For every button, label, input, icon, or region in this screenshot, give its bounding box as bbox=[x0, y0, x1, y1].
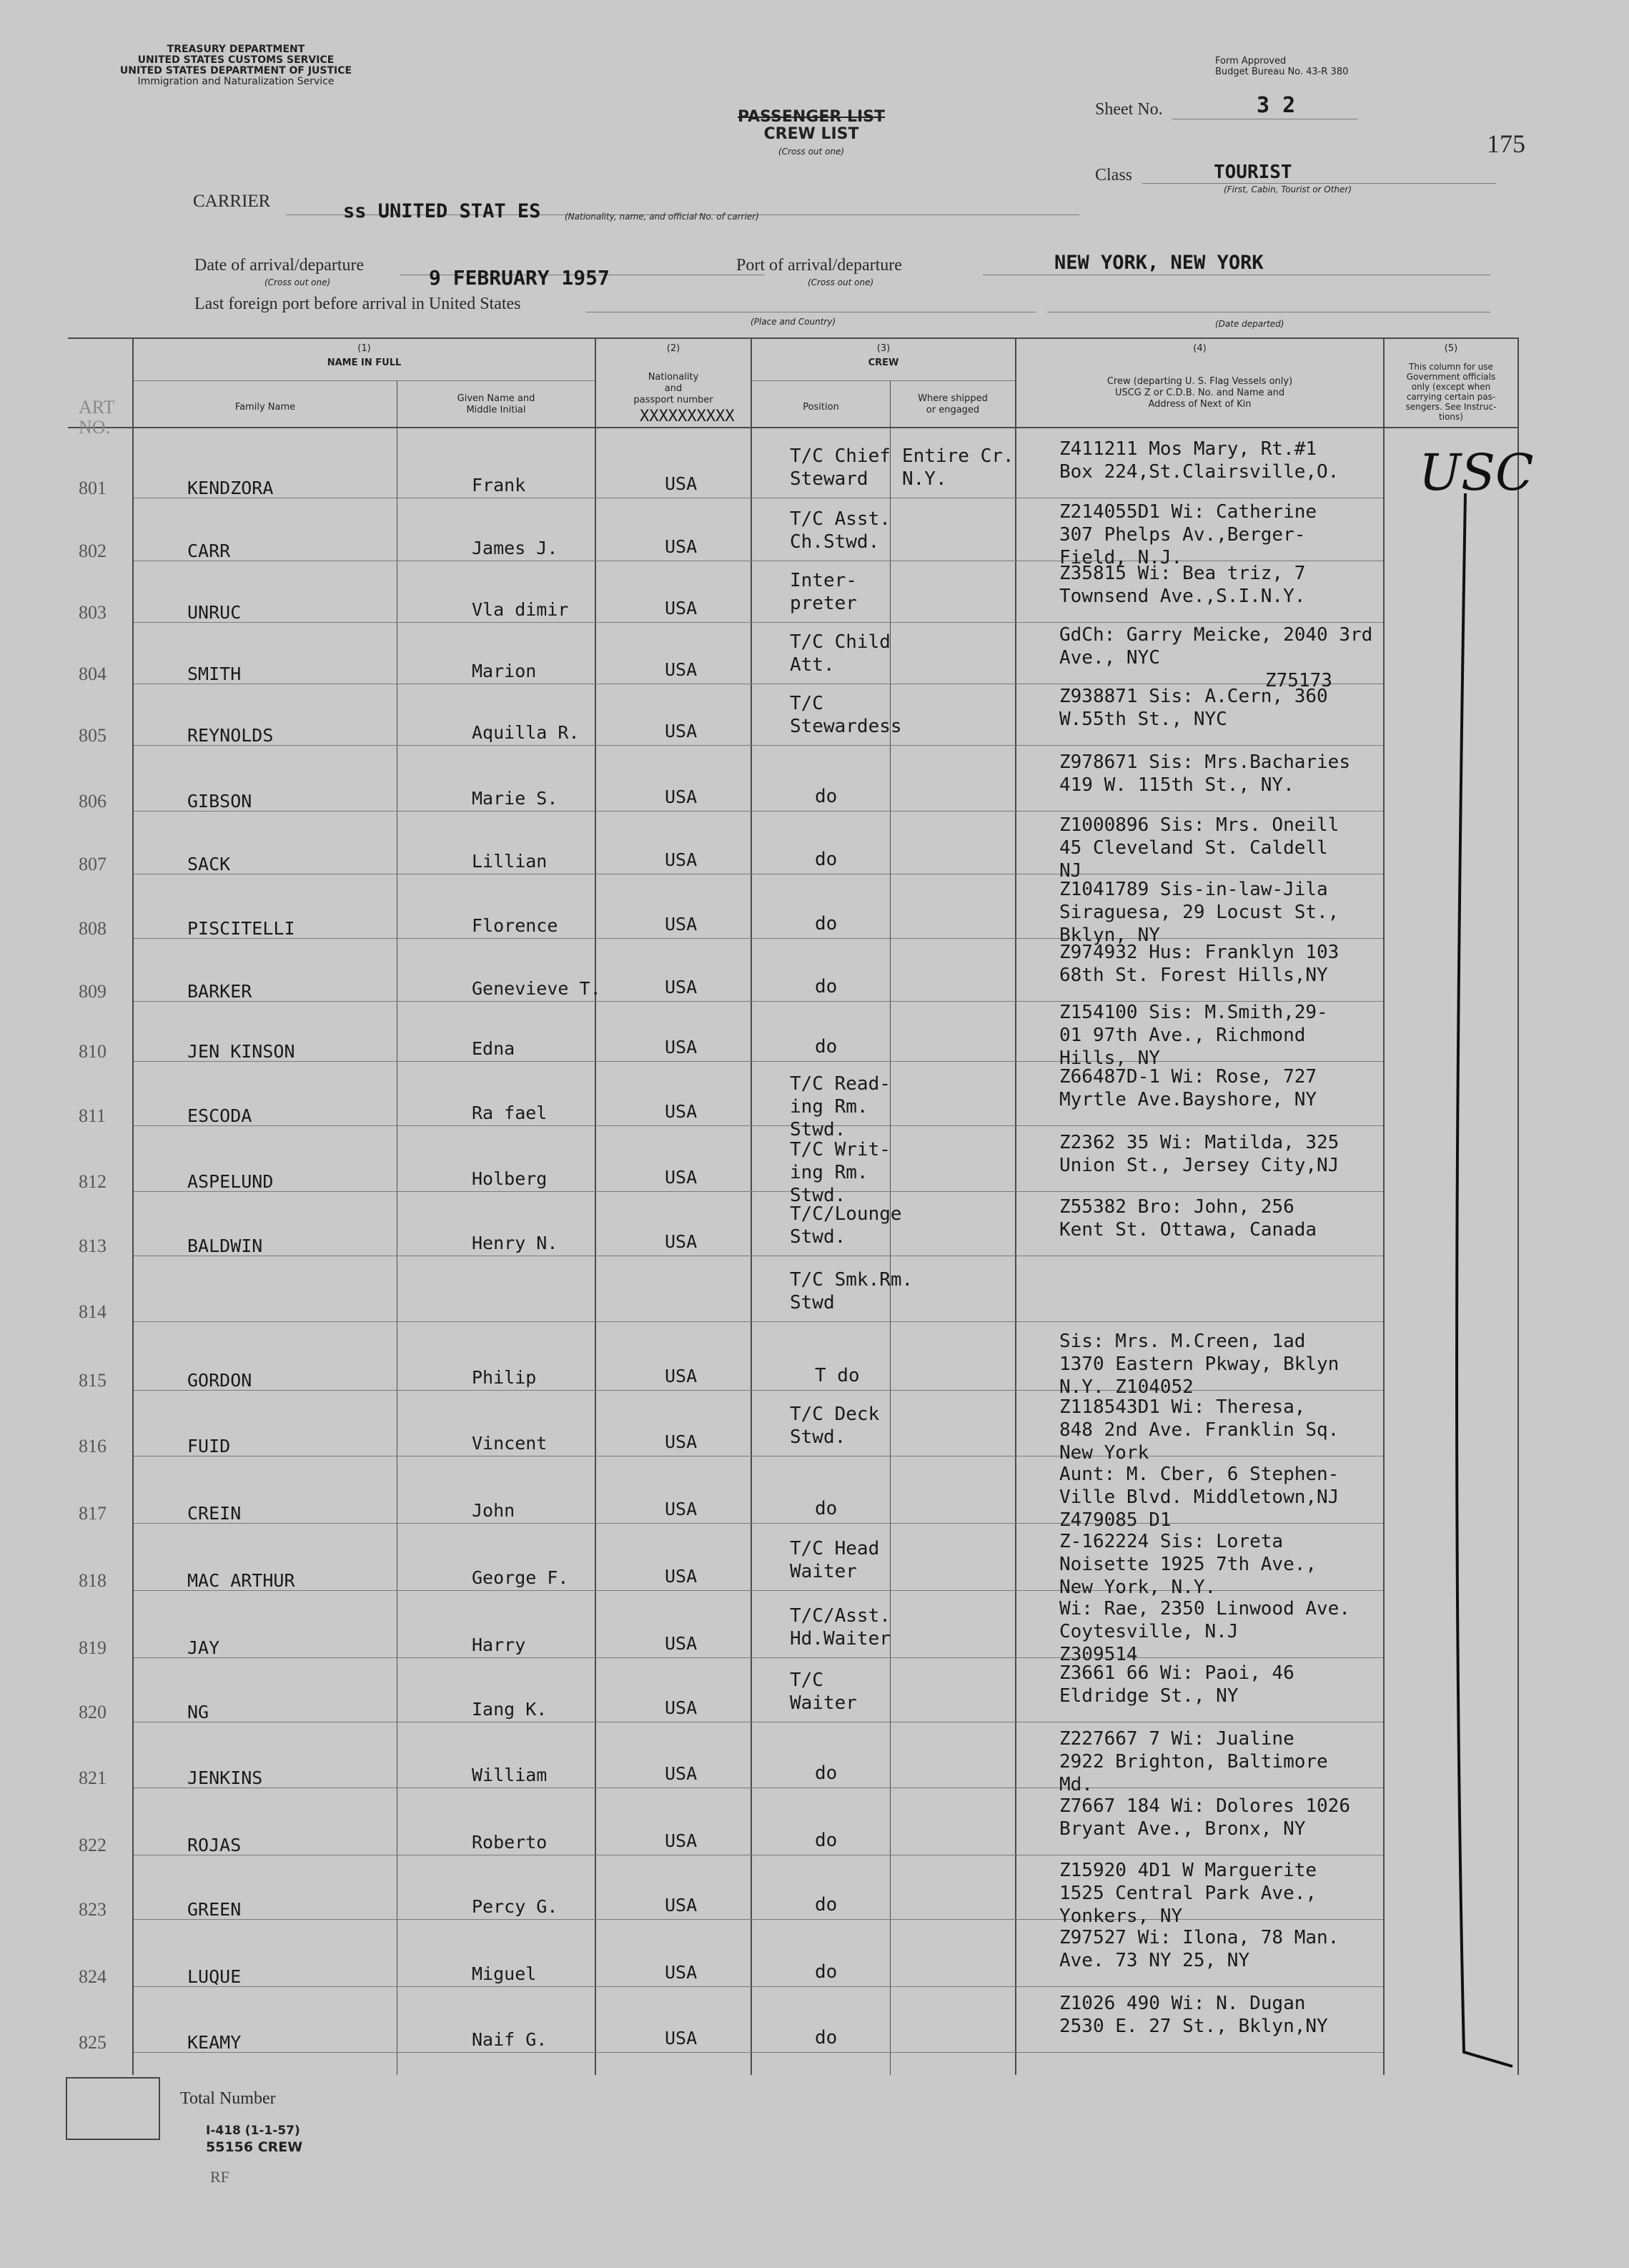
next-of-kin-line: Bklyn, NY bbox=[1059, 925, 1160, 946]
crew-position: T/C Deck bbox=[790, 1404, 880, 1425]
given-name-header: Given Name and Middle Initial bbox=[457, 393, 535, 415]
col-divider-crew bbox=[751, 337, 752, 2075]
crew-position: Steward bbox=[790, 468, 868, 490]
next-of-kin-line: 419 W. 115th St., NY. bbox=[1059, 774, 1294, 796]
date-label: Date of arrival/departure bbox=[194, 256, 365, 275]
next-of-kin-line: Z118543D1 Wi: Theresa, bbox=[1059, 1396, 1306, 1418]
row-number: 820 bbox=[79, 1702, 107, 1722]
given-name: Philip bbox=[472, 1367, 537, 1388]
family-name: SACK bbox=[187, 854, 231, 874]
usc-annotation: USC bbox=[1419, 443, 1534, 502]
col2-title: Nationality and passport number bbox=[633, 372, 713, 405]
next-of-kin-line: Ave. 73 NY 25, NY bbox=[1059, 1950, 1250, 1971]
crew-position: do bbox=[815, 1762, 838, 1784]
next-of-kin-line: New York bbox=[1059, 1442, 1149, 1464]
family-name: ROJAS bbox=[187, 1835, 242, 1855]
given-name: Holberg bbox=[472, 1168, 548, 1189]
given-name: John bbox=[472, 1500, 515, 1521]
col4-title: Crew (departing U. S. Flag Vessels only) USCG Z or C.D.B. No. and Name and Address of Next of Kin bbox=[1106, 376, 1293, 410]
crew-position: Stewardess bbox=[790, 716, 902, 737]
crew-position: do bbox=[815, 1036, 838, 1057]
row-number: 809 bbox=[79, 981, 107, 1002]
crew-position: do bbox=[815, 849, 838, 870]
class-value: TOURIST bbox=[1214, 162, 1292, 183]
next-of-kin-line: Z7667 184 Wi: Dolores 1026 bbox=[1059, 1795, 1350, 1817]
row-divider bbox=[134, 811, 1383, 812]
total-number-box bbox=[66, 2077, 160, 2140]
given-name: Vincent bbox=[472, 1433, 548, 1454]
position-header: Position bbox=[803, 402, 839, 413]
next-of-kin-line: Z1026 490 Wi: N. Dugan bbox=[1059, 1993, 1306, 2014]
form-approved-line-2: Budget Bureau No. 43-R 380 bbox=[1215, 66, 1349, 77]
given-name: Marie S. bbox=[472, 788, 558, 809]
table-top-border bbox=[68, 337, 1519, 339]
family-name: BALDWIN bbox=[187, 1236, 263, 1256]
col-divider-no bbox=[132, 337, 134, 2075]
crew-position: do bbox=[815, 1961, 838, 1983]
next-of-kin-line: Z3661 66 Wi: Paoi, 46 bbox=[1059, 1662, 1294, 1684]
given-name: Genevieve T. bbox=[472, 978, 601, 999]
crew-position: Stwd. bbox=[790, 1185, 846, 1206]
nationality: USA bbox=[665, 1167, 698, 1188]
next-of-kin-line: 2922 Brighton, Baltimore bbox=[1059, 1751, 1328, 1773]
family-name: KEAMY bbox=[187, 2032, 242, 2053]
family-name: KENDZORA bbox=[187, 478, 274, 498]
next-of-kin-line: Hills, NY bbox=[1059, 1047, 1160, 1069]
family-name-header: Family Name bbox=[234, 402, 296, 413]
row-divider bbox=[134, 1191, 1383, 1192]
row-number: 805 bbox=[79, 725, 107, 746]
next-of-kin-line: Z227667 7 Wi: Jualine bbox=[1059, 1728, 1294, 1750]
family-name: LUQUE bbox=[187, 1966, 242, 1987]
next-of-kin-line: NJ bbox=[1059, 860, 1082, 882]
nationality: USA bbox=[665, 1431, 698, 1452]
family-name: ESCODA bbox=[187, 1105, 252, 1126]
given-name: Lillian bbox=[472, 851, 548, 872]
col2-strikeout: XXXXXXXXXX bbox=[640, 408, 735, 425]
given-name: Edna bbox=[472, 1038, 515, 1059]
total-number-label: Total Number bbox=[180, 2089, 276, 2108]
nationality: USA bbox=[665, 473, 698, 494]
next-of-kin-line: Z1000896 Sis: Mrs. Oneill bbox=[1059, 814, 1340, 836]
next-of-kin-line: Union St., Jersey City,NJ bbox=[1059, 1155, 1340, 1176]
row-divider bbox=[134, 1657, 1383, 1658]
nationality: USA bbox=[665, 1830, 698, 1851]
next-of-kin-line: Z55382 Bro: John, 256 bbox=[1059, 1196, 1294, 1218]
page-number: 175 bbox=[1487, 129, 1525, 158]
row-number: 803 bbox=[79, 602, 107, 623]
nationality: USA bbox=[665, 1895, 698, 1916]
col4-num: (4) bbox=[1193, 343, 1207, 354]
next-of-kin-line: 1370 Eastern Pkway, Bklyn bbox=[1059, 1354, 1340, 1375]
family-name: PISCITELLI bbox=[187, 918, 295, 939]
next-of-kin-line: Ville Blvd. Middletown,NJ bbox=[1059, 1486, 1340, 1508]
crew-code: 55156 CREW bbox=[206, 2139, 303, 2155]
col1-num: (1) bbox=[357, 343, 371, 354]
family-name: FUID bbox=[187, 1436, 231, 1456]
next-of-kin-line: 68th St. Forest Hills,NY bbox=[1059, 965, 1328, 986]
crew-position: ing Rm. bbox=[790, 1096, 868, 1118]
next-of-kin-line: Wi: Rae, 2350 Linwood Ave. bbox=[1059, 1598, 1350, 1619]
next-of-kin-line: 2530 E. 27 St., Bklyn,NY bbox=[1059, 2016, 1328, 2037]
form-code: I-418 (1-1-57) bbox=[206, 2124, 300, 2138]
date-value: 9 FEBRUARY 1957 bbox=[429, 266, 610, 290]
row-divider bbox=[134, 2052, 1383, 2053]
sheet-label: Sheet No. bbox=[1095, 100, 1163, 119]
next-of-kin-line: Eldridge St., NY bbox=[1059, 1685, 1239, 1707]
sheet-number: 3 2 bbox=[1257, 93, 1296, 118]
carrier-label: CARRIER bbox=[193, 192, 271, 211]
family-name: MAC ARTHUR bbox=[187, 1570, 295, 1591]
given-name: Florence bbox=[472, 915, 558, 936]
crew-position: Hd.Waiter bbox=[790, 1628, 891, 1650]
given-name: Frank bbox=[472, 475, 526, 495]
nationality: USA bbox=[665, 1037, 698, 1057]
family-name: SMITH bbox=[187, 664, 242, 684]
row-number: 810 bbox=[79, 1041, 107, 1062]
where-shipped: N.Y. bbox=[902, 468, 947, 490]
next-of-kin-line: Md. bbox=[1059, 1774, 1093, 1795]
row-number: 822 bbox=[79, 1835, 107, 1855]
next-of-kin-line: GdCh: Garry Meicke, 2040 3rd bbox=[1059, 624, 1373, 646]
col-divider-nat bbox=[595, 337, 596, 2075]
crew-position: do bbox=[815, 976, 838, 997]
row-number: 807 bbox=[79, 854, 107, 874]
nationality: USA bbox=[665, 914, 698, 935]
row-number: 814 bbox=[79, 1301, 107, 1322]
given-name: Henry N. bbox=[472, 1233, 558, 1253]
crew-position: do bbox=[815, 1894, 838, 1916]
crew-position: Inter- bbox=[790, 570, 857, 591]
row-number: 816 bbox=[79, 1436, 107, 1456]
given-name: Ra fael bbox=[472, 1103, 548, 1123]
next-of-kin-line: Noisette 1925 7th Ave., bbox=[1059, 1554, 1317, 1575]
crew-position: Ch.Stwd. bbox=[790, 531, 880, 553]
crew-position: T do bbox=[815, 1365, 860, 1386]
given-name: Roberto bbox=[472, 1832, 548, 1853]
given-name: Percy G. bbox=[472, 1896, 558, 1917]
given-name: James J. bbox=[472, 538, 558, 558]
nationality: USA bbox=[665, 787, 698, 807]
row-number: 821 bbox=[79, 1767, 107, 1788]
row-number: 811 bbox=[79, 1105, 107, 1126]
where-shipped: Entire Cr. bbox=[902, 445, 1014, 467]
dept-line-3: UNITED STATES DEPARTMENT OF JUSTICE bbox=[119, 65, 352, 77]
family-name: GIBSON bbox=[187, 791, 252, 812]
port-note: (Cross out one) bbox=[808, 277, 874, 287]
title-note: (Cross out one) bbox=[778, 147, 845, 157]
crew-position: do bbox=[815, 2027, 838, 2048]
row-number: 801 bbox=[79, 478, 107, 498]
nationality: USA bbox=[665, 721, 698, 741]
family-name: ASPELUND bbox=[187, 1171, 274, 1192]
family-name: BARKER bbox=[187, 981, 252, 1002]
last-port-label: Last foreign port before arrival in United States bbox=[194, 295, 521, 313]
nationality: USA bbox=[665, 2028, 698, 2048]
row-number: 824 bbox=[79, 1966, 107, 1987]
list-title bbox=[722, 109, 901, 160]
title-passenger-list: PASSENGER LIST bbox=[737, 108, 885, 126]
initials: RF bbox=[210, 2168, 229, 2186]
col-divider-officials bbox=[1383, 337, 1385, 2075]
crew-position: Stwd bbox=[790, 1292, 835, 1313]
family-name: JAY bbox=[187, 1637, 220, 1658]
row-divider bbox=[134, 745, 1383, 746]
nationality: USA bbox=[665, 1697, 698, 1718]
dept-line-4: Immigration and Naturalization Service bbox=[137, 76, 335, 87]
row-divider bbox=[134, 1523, 1383, 1524]
row-number: 823 bbox=[79, 1899, 107, 1920]
crew-position: T/C Child bbox=[790, 631, 891, 653]
next-of-kin-line: Aunt: M. Cber, 6 Stephen- bbox=[1059, 1464, 1340, 1485]
row-divider bbox=[134, 622, 1383, 623]
next-of-kin-line: Z154100 Sis: M.Smith,29- bbox=[1059, 1002, 1328, 1023]
family-name: CARR bbox=[187, 541, 231, 561]
row-divider bbox=[134, 1061, 1383, 1062]
next-of-kin-line: Z1041789 Sis-in-law-Jila bbox=[1059, 879, 1328, 900]
next-of-kin-line: New York, N.Y. bbox=[1059, 1577, 1217, 1598]
crew-position: T/C/Lounge bbox=[790, 1203, 902, 1225]
row-number: 804 bbox=[79, 664, 107, 684]
place-note: (Place and Country) bbox=[751, 317, 836, 327]
crew-position: do bbox=[815, 786, 838, 807]
next-of-kin-line: Ave., NYC bbox=[1059, 647, 1160, 669]
crew-position: Stwd. bbox=[790, 1226, 846, 1248]
row-divider bbox=[134, 1125, 1383, 1126]
crew-position: T/C bbox=[790, 693, 823, 714]
next-of-kin-line: Coytesville, N.J bbox=[1059, 1621, 1239, 1642]
next-of-kin-line: Z411211 Mos Mary, Rt.#1 bbox=[1059, 438, 1317, 460]
row-number: 813 bbox=[79, 1236, 107, 1256]
nationality: USA bbox=[665, 659, 698, 680]
col5-num: (5) bbox=[1444, 343, 1458, 354]
crew-position: Waiter bbox=[790, 1692, 857, 1714]
crew-position: preter bbox=[790, 593, 857, 614]
nationality: USA bbox=[665, 1763, 698, 1784]
crew-position: do bbox=[815, 913, 838, 935]
nationality: USA bbox=[665, 1101, 698, 1122]
col1-title: NAME IN FULL bbox=[327, 358, 402, 368]
next-of-kin-line: Z214055D1 Wi: Catherine bbox=[1059, 501, 1317, 523]
class-note: (First, Cabin, Tourist or Other) bbox=[1224, 184, 1352, 194]
port-label: Port of arrival/departure bbox=[736, 256, 902, 275]
family-name: GREEN bbox=[187, 1899, 242, 1920]
row-number: 806 bbox=[79, 791, 107, 812]
family-name: UNRUC bbox=[187, 602, 242, 623]
next-of-kin-line: Siraguesa, 29 Locust St., bbox=[1059, 902, 1340, 923]
department-header bbox=[68, 44, 404, 87]
next-of-kin-line: Box 224,St.Clairsville,O. bbox=[1059, 461, 1340, 483]
where-shipped-header: Where shipped or engaged bbox=[918, 393, 988, 415]
next-of-kin-line: W.55th St., NYC bbox=[1059, 709, 1227, 730]
next-of-kin-line: N.Y. Z104052 bbox=[1059, 1376, 1194, 1398]
crew-position: do bbox=[815, 1830, 838, 1851]
row-number: 812 bbox=[79, 1171, 107, 1192]
next-of-kin-line: 1525 Central Park Ave., bbox=[1059, 1883, 1317, 1904]
crew-position: T/C/Asst. bbox=[790, 1605, 891, 1627]
crew-position: Stwd. bbox=[790, 1426, 846, 1448]
row-divider bbox=[134, 1390, 1383, 1391]
next-of-kin-line: 848 2nd Ave. Franklin Sq. bbox=[1059, 1419, 1340, 1441]
crew-position: T/C Asst. bbox=[790, 508, 891, 530]
next-of-kin-line: Z938871 Sis: A.Cern, 360 bbox=[1059, 686, 1328, 707]
next-of-kin-line: Z479085 D1 bbox=[1059, 1509, 1172, 1531]
nationality: USA bbox=[665, 1499, 698, 1519]
col2-num: (2) bbox=[666, 343, 680, 354]
nationality: USA bbox=[665, 536, 698, 557]
crew-position: T/C Chief bbox=[790, 445, 891, 467]
crew-position: ing Rm. bbox=[790, 1162, 868, 1183]
next-of-kin-line: Townsend Ave.,S.I.N.Y. bbox=[1059, 586, 1306, 607]
given-name: Aquilla R. bbox=[472, 722, 580, 743]
next-of-kin-line: Sis: Mrs. M.Creen, 1ad bbox=[1059, 1331, 1306, 1352]
nationality: USA bbox=[665, 1566, 698, 1587]
given-name: George F. bbox=[472, 1567, 569, 1588]
given-name: Vla dimir bbox=[472, 599, 569, 620]
bracket-line-icon bbox=[1444, 493, 1522, 2081]
given-name: Harry bbox=[472, 1635, 526, 1655]
next-of-kin-line: Z66487D-1 Wi: Rose, 727 bbox=[1059, 1066, 1317, 1088]
given-name: Miguel bbox=[472, 1963, 537, 1984]
next-of-kin-line: 307 Phelps Av.,Berger- bbox=[1059, 524, 1306, 546]
next-of-kin-line: Myrtle Ave.Bayshore, NY bbox=[1059, 1089, 1317, 1110]
form-approved bbox=[1215, 56, 1387, 77]
given-name: Marion bbox=[472, 661, 537, 681]
crew-subheader-rule bbox=[752, 380, 1015, 381]
nationality: USA bbox=[665, 1962, 698, 1983]
title-crew-list: CREW LIST bbox=[763, 125, 859, 143]
next-of-kin-line: Z978671 Sis: Mrs.Bacharies bbox=[1059, 751, 1350, 773]
next-of-kin-line: Field, N.J. bbox=[1059, 547, 1183, 568]
next-of-kin-line: Z35815 Wi: Bea triz, 7 bbox=[1059, 563, 1306, 584]
row-divider bbox=[134, 1986, 1383, 1987]
crew-position: T/C Read- bbox=[790, 1073, 891, 1095]
next-of-kin-line: Z309514 bbox=[1059, 1644, 1138, 1665]
date-departed-note: (Date departed) bbox=[1215, 319, 1284, 329]
next-of-kin-line: Bryant Ave., Bronx, NY bbox=[1059, 1818, 1306, 1840]
crew-position: Waiter bbox=[790, 1561, 857, 1582]
family-name: NG bbox=[187, 1702, 209, 1722]
class-label: Class bbox=[1095, 166, 1133, 184]
name-subheader-rule bbox=[134, 380, 595, 381]
nationality: USA bbox=[665, 1633, 698, 1654]
next-of-kin-line: Z-162224 Sis: Loreta bbox=[1059, 1531, 1284, 1552]
family-name: REYNOLDS bbox=[187, 725, 274, 746]
form-approved-line-1: Form Approved bbox=[1215, 56, 1287, 66]
nationality: USA bbox=[665, 1366, 698, 1386]
given-name: Iang K. bbox=[472, 1699, 548, 1720]
crew-position: Stwd. bbox=[790, 1119, 846, 1140]
col-divider-kin bbox=[1015, 337, 1016, 2075]
crew-position: T/C Smk.Rm. bbox=[790, 1269, 913, 1291]
given-name: Naif G. bbox=[472, 2029, 548, 2050]
next-of-kin-line: Z97527 Wi: Ilona, 78 Man. bbox=[1059, 1927, 1340, 1948]
crew-position: T/C bbox=[790, 1670, 823, 1691]
row-number-header: ART NO. bbox=[79, 397, 115, 438]
row-divider bbox=[134, 1321, 1383, 1322]
nationality: USA bbox=[665, 849, 698, 870]
next-of-kin-line: Yonkers, NY bbox=[1059, 1905, 1183, 1927]
col3-title: CREW bbox=[868, 358, 899, 368]
row-number: 819 bbox=[79, 1637, 107, 1658]
next-of-kin-line: Z15920 4D1 W Marguerite bbox=[1059, 1860, 1317, 1881]
row-number: 825 bbox=[79, 2032, 107, 2053]
next-of-kin-line: Z2362 35 Wi: Matilda, 325 bbox=[1059, 1132, 1340, 1153]
next-of-kin-line: Kent St. Ottawa, Canada bbox=[1059, 1219, 1317, 1241]
row-divider bbox=[134, 1919, 1383, 1920]
family-name: JEN KINSON bbox=[187, 1041, 295, 1062]
family-name: CREIN bbox=[187, 1503, 242, 1524]
carrier-value: ss UNITED STAT ES bbox=[343, 200, 541, 222]
carrier-note: (Nationality, name, and official No. of carrier) bbox=[565, 212, 759, 222]
next-of-kin-line: Z75173 bbox=[1265, 670, 1332, 691]
dept-line-1: TREASURY DEPARTMENT bbox=[167, 44, 305, 55]
col5-title: This column for use Government officials only (except when carrying certain pas- sengers. See Instruc- tions) bbox=[1405, 362, 1497, 422]
next-of-kin-line: 01 97th Ave., Richmond bbox=[1059, 1025, 1306, 1046]
family-name: GORDON bbox=[187, 1370, 252, 1391]
given-name: William bbox=[472, 1765, 548, 1785]
crew-position: do bbox=[815, 1498, 838, 1519]
nationality: USA bbox=[665, 977, 698, 997]
port-value: NEW YORK, NEW YORK bbox=[1054, 252, 1264, 274]
col3-num: (3) bbox=[876, 343, 891, 354]
crew-position: T/C Writ- bbox=[790, 1139, 891, 1160]
nationality: USA bbox=[665, 598, 698, 618]
row-divider bbox=[134, 938, 1383, 939]
family-name: JENKINS bbox=[187, 1767, 263, 1788]
crew-position: T/C Head bbox=[790, 1538, 880, 1559]
row-number: 808 bbox=[79, 918, 107, 939]
row-number: 817 bbox=[79, 1503, 107, 1524]
table-header-bottom bbox=[68, 427, 1519, 428]
row-number: 818 bbox=[79, 1570, 107, 1591]
row-number: 802 bbox=[79, 541, 107, 561]
nationality: USA bbox=[665, 1231, 698, 1252]
crew-position: Att. bbox=[790, 654, 835, 676]
date-note: (Cross out one) bbox=[264, 277, 331, 287]
class-rule bbox=[1142, 183, 1496, 184]
next-of-kin-line: 45 Cleveland St. Caldell bbox=[1059, 837, 1328, 859]
next-of-kin-line: Z974932 Hus: Franklyn 103 bbox=[1059, 942, 1340, 963]
row-number: 815 bbox=[79, 1370, 107, 1391]
dept-line-2: UNITED STATES CUSTOMS SERVICE bbox=[137, 54, 335, 66]
